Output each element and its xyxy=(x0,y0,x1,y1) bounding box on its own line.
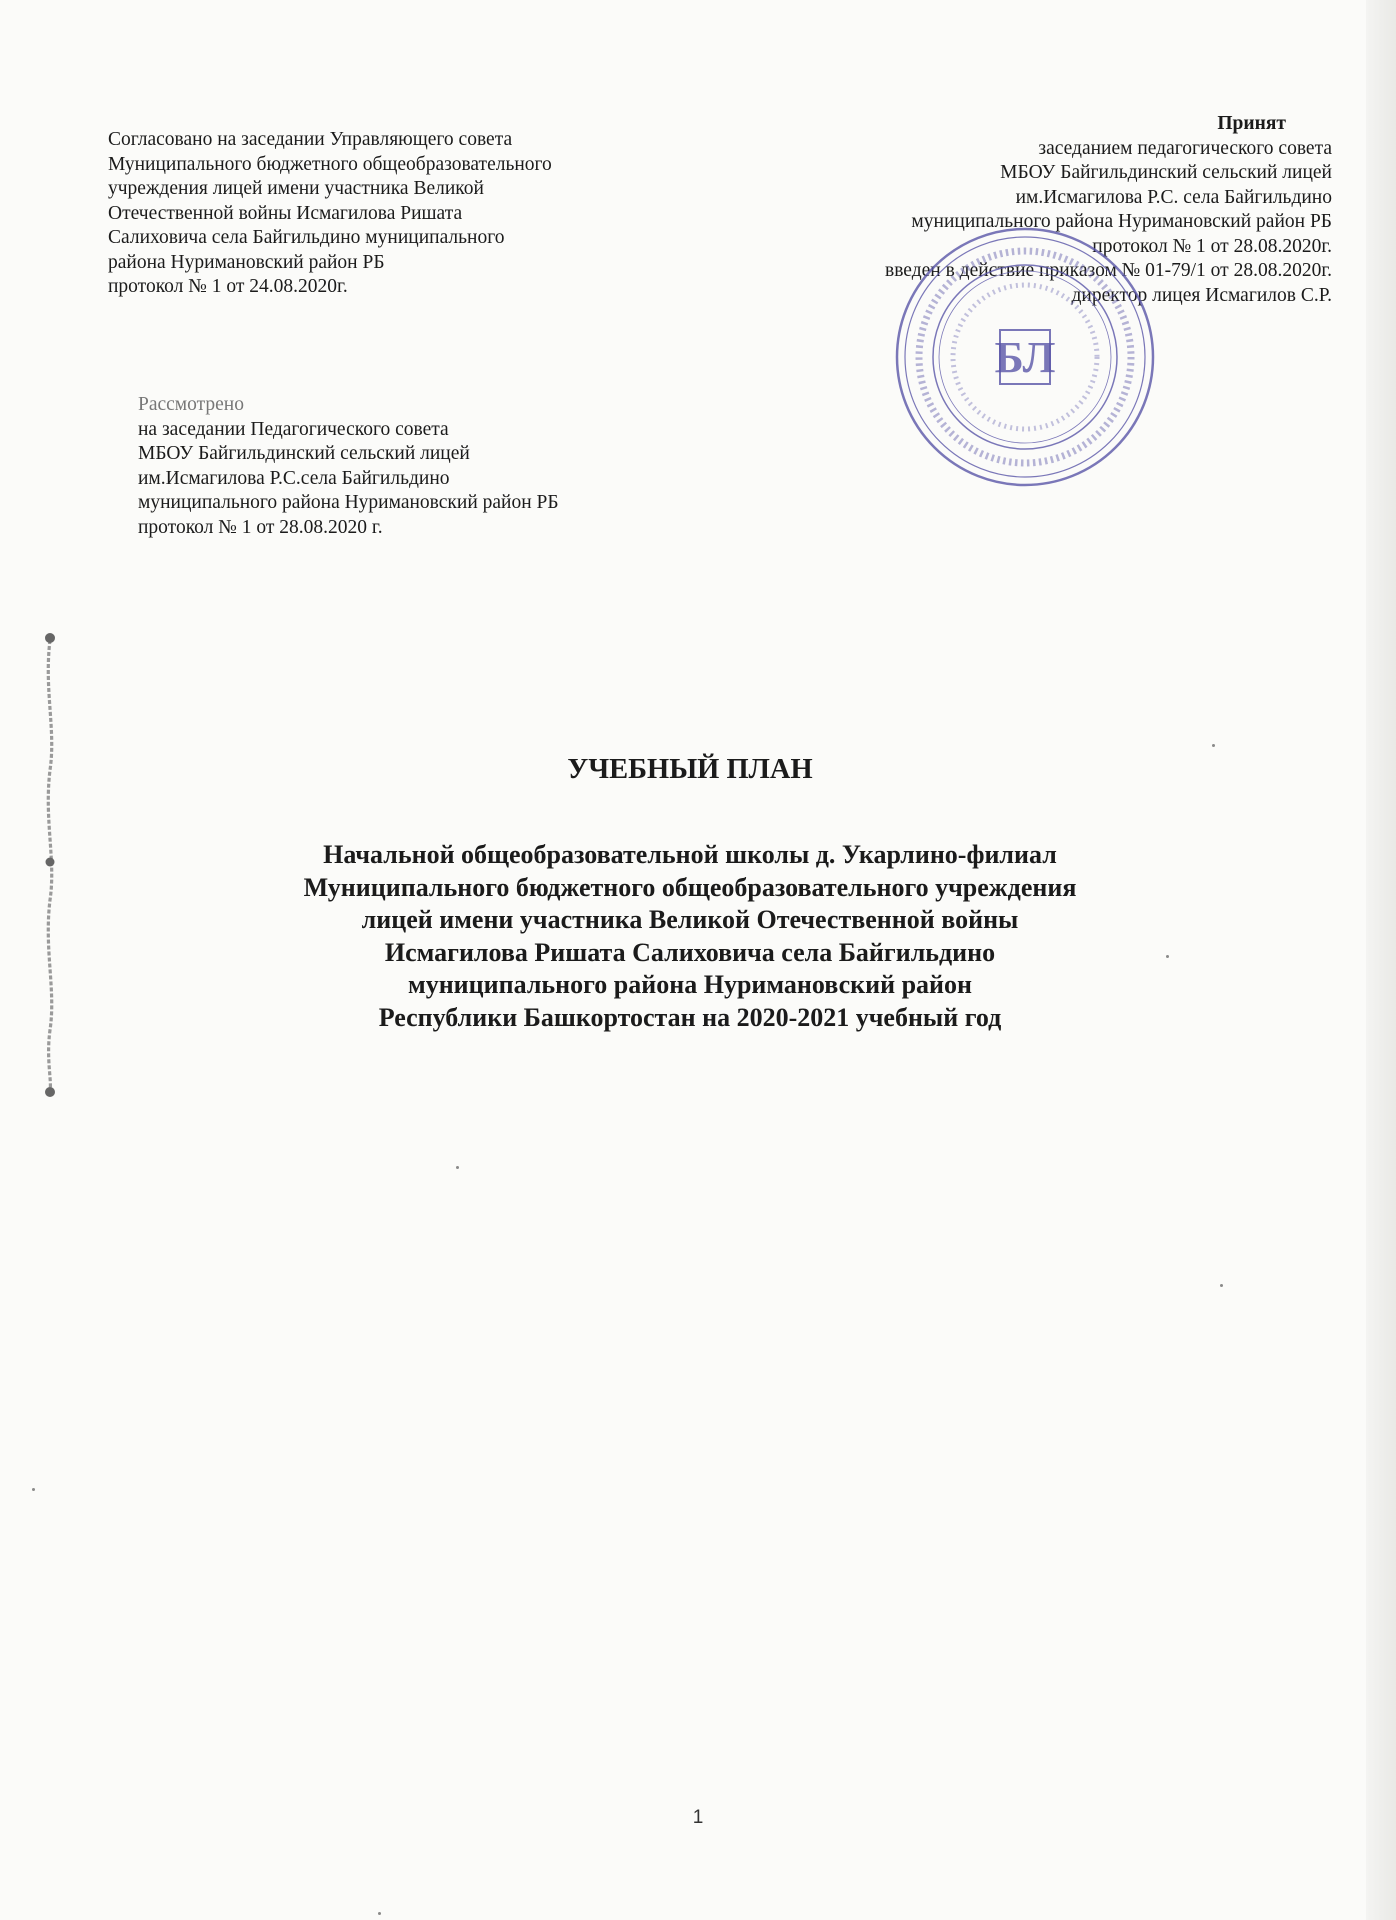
document-subtitle-line: лицей имени участника Великой Отечественной войны xyxy=(361,905,1019,934)
document-subtitle-line: муниципального района Нуримановский район xyxy=(407,970,973,999)
adoption-protocol: протокол № 1 от 28.08.2020г. xyxy=(1092,235,1332,257)
document-subtitle-line: Муниципального бюджетного общеобразовательного учреждения xyxy=(303,872,1077,902)
stamp-logo-text: БЛ xyxy=(994,333,1056,382)
adoption-line: МБОУ Байгильдинский сельский лицей xyxy=(1000,162,1332,183)
scan-speck xyxy=(1212,744,1215,747)
considered-protocol: протокол № 1 от 28.08.2020 г. xyxy=(138,516,383,538)
document-title: УЧЕБНЫЙ ПЛАН xyxy=(567,754,813,785)
adoption-line: им.Исмагилова Р.С. села Байгильдино xyxy=(1015,186,1332,208)
considered-line: им.Исмагилова Р.С.села Байгильдино xyxy=(138,467,450,489)
approval-council-line: Салиховича села Байгильдино муниципального xyxy=(108,227,505,248)
approval-council-line: Отечественной войны Исмагилова Ришата xyxy=(108,202,463,224)
considered-line: на заседании Педагогического совета xyxy=(138,418,449,440)
approval-council-block xyxy=(108,128,552,300)
scan-speck xyxy=(1166,955,1169,958)
adoption-line: муниципального района Нуримановский район РБ xyxy=(911,211,1332,232)
binding-thread xyxy=(38,630,62,1100)
scan-speck xyxy=(378,1912,381,1915)
adoption-heading: Принят xyxy=(1217,113,1286,134)
considered-label: Рассмотрено xyxy=(138,394,244,415)
scan-speck xyxy=(32,1488,35,1491)
approval-council-line: Муниципального бюджетного общеобразовательного xyxy=(108,153,552,175)
considered-line: муниципального района Нуримановский район РБ xyxy=(138,492,559,513)
approval-council-line: Согласовано на заседании Управляющего совета xyxy=(108,129,513,150)
adoption-line: заседанием педагогического совета xyxy=(1038,137,1332,159)
page-number: 1 xyxy=(692,1807,704,1828)
approval-council-line: учреждения лицей имени участника Великой xyxy=(108,178,484,199)
considered-block xyxy=(138,393,559,540)
scanned-page-edge xyxy=(1366,0,1396,1920)
document-subtitle-line: Начальной общеобразовательной школы д. Укарлино-филиал xyxy=(323,840,1057,869)
document-subtitle-line: Республики Башкортостан на 2020-2021 учебный год xyxy=(378,1002,1002,1032)
scan-speck xyxy=(456,1166,459,1169)
school-seal-stamp xyxy=(890,222,1160,492)
document-subtitle-line: Исмагилова Ришата Салиховича села Байгильдино xyxy=(384,937,996,967)
document-title-area xyxy=(160,753,1220,1034)
scan-speck xyxy=(1220,1284,1223,1287)
approval-council-protocol: протокол № 1 от 24.08.2020г. xyxy=(108,276,348,297)
adoption-director-signature: директор лицея Исмагилов С.Р. xyxy=(1071,284,1332,306)
adoption-order: введен в действие приказом № 01-79/1 от 28.08.2020г. xyxy=(885,260,1332,281)
approval-council-line: района Нуримановский район РБ xyxy=(108,251,385,273)
considered-line: МБОУ Байгильдинский сельский лицей xyxy=(138,443,470,464)
